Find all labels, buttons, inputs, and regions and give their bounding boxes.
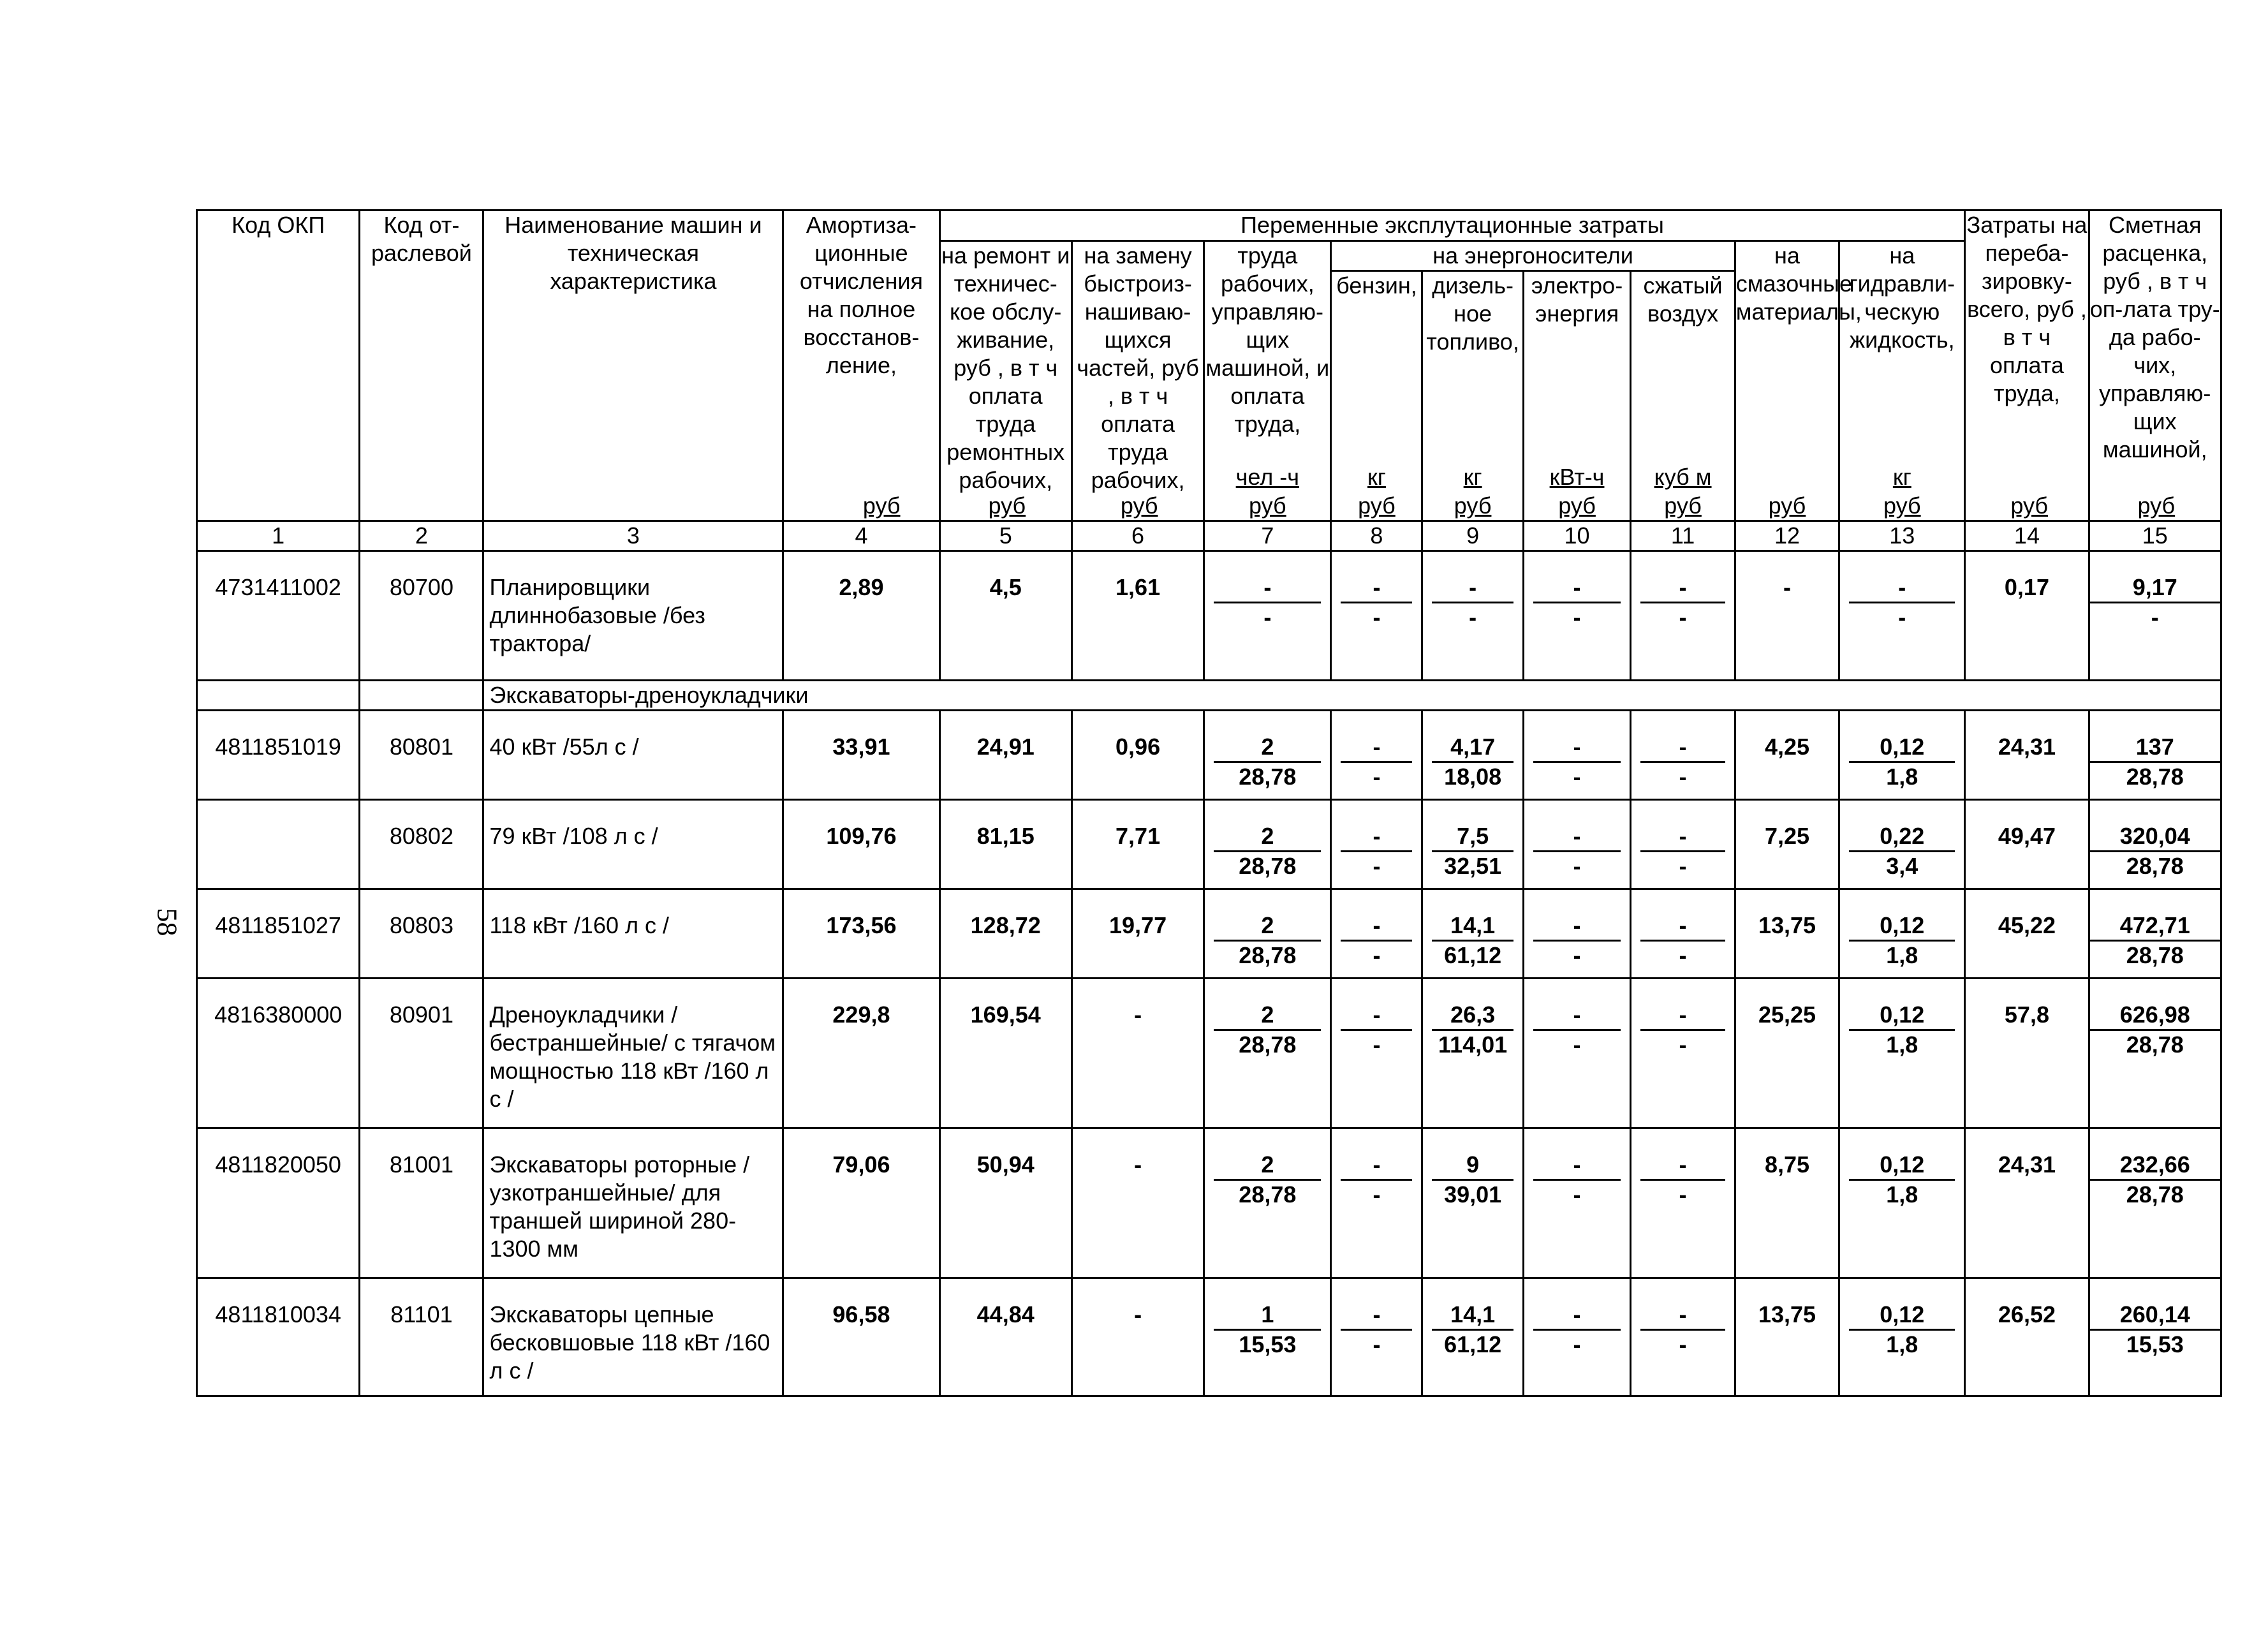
diesel-value-bottom: 61,12 xyxy=(1444,942,1502,968)
column-number: 3 xyxy=(483,521,783,551)
header-okp: Код ОКП xyxy=(197,211,360,521)
labor-value-top: 2 xyxy=(1214,1001,1321,1031)
repair-value: 81,15 xyxy=(939,800,1071,889)
labor-value-bottom: 28,78 xyxy=(1239,764,1297,790)
branch-code: 80801 xyxy=(360,711,483,800)
diesel-value xyxy=(1422,889,1523,979)
diesel-value-top: 4,17 xyxy=(1432,733,1513,763)
column-number: 2 xyxy=(360,521,483,551)
air-value-bottom: - xyxy=(1679,1331,1687,1357)
machine-name: Экскаваторы цепные бесковшовые 118 кВт /160 л с / xyxy=(483,1278,783,1396)
air-value xyxy=(1631,1128,1735,1278)
estimate-value xyxy=(2089,889,2221,979)
amortization-value: 33,91 xyxy=(783,711,939,800)
parts-value: 19,77 xyxy=(1071,889,1204,979)
header-relocation: Затраты на переба-зировку-всего, руб , в т ч оплата труда, руб xyxy=(1965,211,2089,521)
air-value xyxy=(1631,889,1735,979)
estimate-value-bottom: - xyxy=(2151,604,2159,630)
diesel-value-bottom: 32,51 xyxy=(1444,853,1502,879)
amortization-value: 173,56 xyxy=(783,889,939,979)
hydraulic-value xyxy=(1839,711,1965,800)
parts-value: 0,96 xyxy=(1071,711,1204,800)
petrol-value-bottom: - xyxy=(1373,853,1381,879)
hydraulic-value xyxy=(1839,1278,1965,1396)
air-value-top: - xyxy=(1640,912,1725,942)
petrol-value-bottom: - xyxy=(1373,1031,1381,1058)
electricity-value xyxy=(1523,979,1631,1128)
petrol-value xyxy=(1331,889,1422,979)
column-number: 15 xyxy=(2089,521,2221,551)
labor-value xyxy=(1204,1278,1331,1396)
labor-value-top: - xyxy=(1214,573,1321,603)
diesel-value xyxy=(1422,800,1523,889)
labor-value-bottom: - xyxy=(1263,604,1272,630)
electricity-value xyxy=(1523,800,1631,889)
estimate-value xyxy=(2089,711,2221,800)
hydraulic-value-top: 0,12 xyxy=(1849,1151,1955,1181)
petrol-value-top: - xyxy=(1341,733,1412,763)
petrol-value-top: - xyxy=(1341,573,1412,603)
electricity-value-top: - xyxy=(1533,822,1621,852)
air-value-top: - xyxy=(1640,1151,1725,1181)
branch-code: 80700 xyxy=(360,551,483,681)
machine-cost-table xyxy=(196,209,2222,1397)
diesel-value xyxy=(1422,711,1523,800)
diesel-value-bottom: 114,01 xyxy=(1438,1031,1508,1058)
repair-value: 24,91 xyxy=(939,711,1071,800)
okp-code xyxy=(197,800,360,889)
hydraulic-value-top: - xyxy=(1849,573,1955,603)
parts-value: - xyxy=(1071,1278,1204,1396)
labor-value-top: 2 xyxy=(1214,822,1321,852)
hydraulic-value-bottom: 3,4 xyxy=(1886,853,1918,879)
hydraulic-value xyxy=(1839,551,1965,681)
amortization-value: 229,8 xyxy=(783,979,939,1128)
parts-value: - xyxy=(1071,979,1204,1128)
hydraulic-value-bottom: - xyxy=(1898,604,1906,630)
parts-value: 7,71 xyxy=(1071,800,1204,889)
electricity-value-bottom: - xyxy=(1573,604,1581,630)
machine-name: 40 кВт /55л с / xyxy=(483,711,783,800)
estimate-value xyxy=(2089,979,2221,1128)
estimate-value-top: 232,66 xyxy=(2090,1151,2221,1181)
section-title: Экскаваторы-дреноукладчики xyxy=(483,681,2221,711)
hydraulic-value xyxy=(1839,889,1965,979)
hydraulic-value-bottom: 1,8 xyxy=(1886,1181,1918,1208)
header-electricity: электро-энергия кВт-ч руб xyxy=(1523,271,1631,521)
machine-name: 118 кВт /160 л с / xyxy=(483,889,783,979)
electricity-value-top: - xyxy=(1533,1301,1621,1331)
electricity-value-bottom: - xyxy=(1573,1031,1581,1058)
lubricants-value: 13,75 xyxy=(1735,889,1839,979)
diesel-value xyxy=(1422,1128,1523,1278)
labor-value xyxy=(1204,711,1331,800)
amortization-value: 96,58 xyxy=(783,1278,939,1396)
column-number: 13 xyxy=(1839,521,1965,551)
column-numbers-row xyxy=(197,521,2221,551)
diesel-value-top: 14,1 xyxy=(1432,1301,1513,1331)
estimate-value-bottom: 28,78 xyxy=(2126,942,2184,968)
electricity-value-bottom: - xyxy=(1573,1181,1581,1208)
machine-name: Планировщики длиннобазовые /без трактора/ xyxy=(483,551,783,681)
electricity-value xyxy=(1523,1278,1631,1396)
hydraulic-value-top: 0,12 xyxy=(1849,733,1955,763)
column-number: 9 xyxy=(1422,521,1523,551)
estimate-value-bottom: 15,53 xyxy=(2126,1331,2184,1357)
air-value-bottom: - xyxy=(1679,853,1687,879)
parts-value: 1,61 xyxy=(1071,551,1204,681)
labor-value-bottom: 28,78 xyxy=(1239,1031,1297,1058)
parts-value: - xyxy=(1071,1128,1204,1278)
header-repair: на ремонт и техничес-кое обслу-живание, руб , в т ч оплата труда ремонтных рабочих, руб xyxy=(939,241,1071,521)
estimate-value-top: 626,98 xyxy=(2090,1001,2221,1031)
estimate-value-bottom: 28,78 xyxy=(2126,764,2184,790)
table-row xyxy=(197,551,2221,681)
hydraulic-value xyxy=(1839,979,1965,1128)
repair-value: 4,5 xyxy=(939,551,1071,681)
electricity-value-bottom: - xyxy=(1573,1331,1581,1357)
diesel-value xyxy=(1422,551,1523,681)
repair-value: 169,54 xyxy=(939,979,1071,1128)
column-number: 4 xyxy=(783,521,939,551)
electricity-value xyxy=(1523,1128,1631,1278)
column-number: 7 xyxy=(1204,521,1331,551)
petrol-value-bottom: - xyxy=(1373,764,1381,790)
lubricants-value: 4,25 xyxy=(1735,711,1839,800)
lubricants-value: - xyxy=(1735,551,1839,681)
estimate-value-top: 472,71 xyxy=(2090,912,2221,942)
labor-value-top: 2 xyxy=(1214,733,1321,763)
air-value-bottom: - xyxy=(1679,604,1687,630)
electricity-value-bottom: - xyxy=(1573,764,1581,790)
branch-code: 80901 xyxy=(360,979,483,1128)
petrol-value-bottom: - xyxy=(1373,604,1381,630)
petrol-value-top: - xyxy=(1341,1001,1412,1031)
relocation-value: 26,52 xyxy=(1965,1278,2089,1396)
petrol-value-bottom: - xyxy=(1373,1331,1381,1357)
column-number: 12 xyxy=(1735,521,1839,551)
lubricants-value: 8,75 xyxy=(1735,1128,1839,1278)
estimate-value-bottom: 28,78 xyxy=(2126,1181,2184,1208)
estimate-value-bottom: 28,78 xyxy=(2126,1031,2184,1058)
hydraulic-value-bottom: 1,8 xyxy=(1886,1331,1918,1357)
estimate-value xyxy=(2089,800,2221,889)
table-row xyxy=(197,711,2221,800)
amortization-value: 2,89 xyxy=(783,551,939,681)
hydraulic-value-bottom: 1,8 xyxy=(1886,942,1918,968)
diesel-value-bottom: 39,01 xyxy=(1444,1181,1502,1208)
electricity-value xyxy=(1523,711,1631,800)
labor-value-bottom: 28,78 xyxy=(1239,853,1297,879)
hydraulic-value-bottom: 1,8 xyxy=(1886,764,1918,790)
hydraulic-value xyxy=(1839,800,1965,889)
header-diesel: дизель-ное топливо, кг руб xyxy=(1422,271,1523,521)
electricity-value-top: - xyxy=(1533,1001,1621,1031)
air-value-top: - xyxy=(1640,733,1725,763)
labor-value-top: 2 xyxy=(1214,912,1321,942)
page-number: 58 xyxy=(151,908,183,936)
estimate-value-top: 137 xyxy=(2090,733,2221,763)
section-row xyxy=(197,681,2221,711)
hydraulic-value-top: 0,12 xyxy=(1849,1301,1955,1331)
air-value-top: - xyxy=(1640,1001,1725,1031)
okp-code: 4816380000 xyxy=(197,979,360,1128)
machine-name: Дреноукладчики /бестраншейные/ с тягачом мощностью 118 кВт /160 л с / xyxy=(483,979,783,1128)
hydraulic-value-top: 0,12 xyxy=(1849,912,1955,942)
petrol-value xyxy=(1331,551,1422,681)
labor-value-bottom: 28,78 xyxy=(1239,1181,1297,1208)
petrol-value-top: - xyxy=(1341,1151,1412,1181)
column-number: 14 xyxy=(1965,521,2089,551)
lubricants-value: 13,75 xyxy=(1735,1278,1839,1396)
estimate-value xyxy=(2089,1278,2221,1396)
okp-code: 4731411002 xyxy=(197,551,360,681)
petrol-value-top: - xyxy=(1341,1301,1412,1331)
hydraulic-value-top: 0,12 xyxy=(1849,1001,1955,1031)
table-row xyxy=(197,800,2221,889)
electricity-value-top: - xyxy=(1533,1151,1621,1181)
relocation-value: 49,47 xyxy=(1965,800,2089,889)
table-row xyxy=(197,1278,2221,1396)
relocation-value: 57,8 xyxy=(1965,979,2089,1128)
branch-code: 80802 xyxy=(360,800,483,889)
petrol-value-top: - xyxy=(1341,912,1412,942)
labor-value xyxy=(1204,800,1331,889)
air-value xyxy=(1631,551,1735,681)
branch-code: 81001 xyxy=(360,1128,483,1278)
electricity-value-top: - xyxy=(1533,733,1621,763)
header-row-1 xyxy=(197,211,2221,241)
air-value-top: - xyxy=(1640,573,1725,603)
estimate-value xyxy=(2089,1128,2221,1278)
diesel-value-top: 26,3 xyxy=(1432,1001,1513,1031)
labor-value-top: 1 xyxy=(1214,1301,1321,1331)
diesel-value-top: 14,1 xyxy=(1432,912,1513,942)
machine-name: Экскаваторы роторные /узкотраншейные/ для траншей шириной 280-1300 мм xyxy=(483,1128,783,1278)
petrol-value xyxy=(1331,800,1422,889)
header-amortization: Амортиза-ционные отчисления на полное восстанов-ление, руб xyxy=(783,211,939,521)
relocation-value: 0,17 xyxy=(1965,551,2089,681)
petrol-value-top: - xyxy=(1341,822,1412,852)
petrol-value xyxy=(1331,711,1422,800)
labor-value xyxy=(1204,889,1331,979)
table-row xyxy=(197,889,2221,979)
header-hydraulic: на гидравли-ческую жидкость, кг руб xyxy=(1839,241,1965,521)
estimate-value-top: 320,04 xyxy=(2090,822,2221,852)
electricity-value-bottom: - xyxy=(1573,853,1581,879)
column-number: 1 xyxy=(197,521,360,551)
air-value xyxy=(1631,711,1735,800)
diesel-value xyxy=(1422,979,1523,1128)
diesel-value-top: 7,5 xyxy=(1432,822,1513,852)
air-value-bottom: - xyxy=(1679,1181,1687,1208)
repair-value: 50,94 xyxy=(939,1128,1071,1278)
electricity-value-bottom: - xyxy=(1573,942,1581,968)
hydraulic-value xyxy=(1839,1128,1965,1278)
relocation-value: 24,31 xyxy=(1965,711,2089,800)
column-number: 6 xyxy=(1071,521,1204,551)
diesel-value-bottom: 18,08 xyxy=(1444,764,1502,790)
branch-code: 81101 xyxy=(360,1278,483,1396)
header-labor: труда рабочих, управляю-щих машиной, и оплата труда, чел -ч руб xyxy=(1204,241,1331,521)
header-name: Наименование машин и техническая характеристика xyxy=(483,211,783,521)
estimate-value-bottom: 28,78 xyxy=(2126,853,2184,879)
repair-value: 128,72 xyxy=(939,889,1071,979)
petrol-value xyxy=(1331,979,1422,1128)
header-lubricants: на смазочные материалы, руб xyxy=(1735,241,1839,521)
air-value-bottom: - xyxy=(1679,942,1687,968)
diesel-value-bottom: - xyxy=(1469,604,1477,630)
air-value-bottom: - xyxy=(1679,764,1687,790)
air-value xyxy=(1631,800,1735,889)
labor-value-top: 2 xyxy=(1214,1151,1321,1181)
amortization-value: 109,76 xyxy=(783,800,939,889)
air-value xyxy=(1631,979,1735,1128)
header-petrol: бензин, кг руб xyxy=(1331,271,1422,521)
diesel-value xyxy=(1422,1278,1523,1396)
air-value-bottom: - xyxy=(1679,1031,1687,1058)
header-energy: на энергоносители xyxy=(1331,241,1735,271)
relocation-value: 45,22 xyxy=(1965,889,2089,979)
machine-name: 79 кВт /108 л с / xyxy=(483,800,783,889)
column-number: 11 xyxy=(1631,521,1735,551)
column-number: 5 xyxy=(939,521,1071,551)
header-compressed-air: сжатый воздух куб м руб xyxy=(1631,271,1735,521)
column-number: 8 xyxy=(1331,521,1422,551)
electricity-value-top: - xyxy=(1533,573,1621,603)
relocation-value: 24,31 xyxy=(1965,1128,2089,1278)
labor-value xyxy=(1204,979,1331,1128)
branch-code: 80803 xyxy=(360,889,483,979)
table-row xyxy=(197,1128,2221,1278)
diesel-value-top: - xyxy=(1432,573,1513,603)
header-variable-costs: Переменные эксплутационные затраты xyxy=(939,211,1965,241)
labor-value-bottom: 28,78 xyxy=(1239,942,1297,968)
header-parts: на замену быстроиз-нашиваю-щихся частей, руб , в т ч оплата труда рабочих, руб xyxy=(1071,241,1204,521)
labor-value xyxy=(1204,551,1331,681)
air-value-top: - xyxy=(1640,1301,1725,1331)
table-row xyxy=(197,979,2221,1128)
header-estimate: Сметная расценка, руб , в т ч оп-лата тру-да рабо-чих, управляю-щих машиной, руб xyxy=(2089,211,2221,521)
petrol-value xyxy=(1331,1278,1422,1396)
lubricants-value: 7,25 xyxy=(1735,800,1839,889)
labor-value-bottom: 15,53 xyxy=(1239,1331,1297,1357)
petrol-value-bottom: - xyxy=(1373,942,1381,968)
estimate-value-top: 9,17 xyxy=(2090,573,2221,603)
column-number: 10 xyxy=(1523,521,1631,551)
lubricants-value: 25,25 xyxy=(1735,979,1839,1128)
electricity-value xyxy=(1523,551,1631,681)
hydraulic-value-top: 0,22 xyxy=(1849,822,1955,852)
okp-code: 4811851019 xyxy=(197,711,360,800)
diesel-value-bottom: 61,12 xyxy=(1444,1331,1502,1357)
air-value-top: - xyxy=(1640,822,1725,852)
labor-value xyxy=(1204,1128,1331,1278)
okp-code: 4811820050 xyxy=(197,1128,360,1278)
hydraulic-value-bottom: 1,8 xyxy=(1886,1031,1918,1058)
header-branch-code: Код от-раслевой xyxy=(360,211,483,521)
estimate-value-top: 260,14 xyxy=(2090,1301,2221,1331)
electricity-value-top: - xyxy=(1533,912,1621,942)
diesel-value-top: 9 xyxy=(1432,1151,1513,1181)
estimate-value xyxy=(2089,551,2221,681)
petrol-value xyxy=(1331,1128,1422,1278)
petrol-value-bottom: - xyxy=(1373,1181,1381,1208)
okp-code: 4811810034 xyxy=(197,1278,360,1396)
air-value xyxy=(1631,1278,1735,1396)
electricity-value xyxy=(1523,889,1631,979)
amortization-value: 79,06 xyxy=(783,1128,939,1278)
okp-code: 4811851027 xyxy=(197,889,360,979)
repair-value: 44,84 xyxy=(939,1278,1071,1396)
